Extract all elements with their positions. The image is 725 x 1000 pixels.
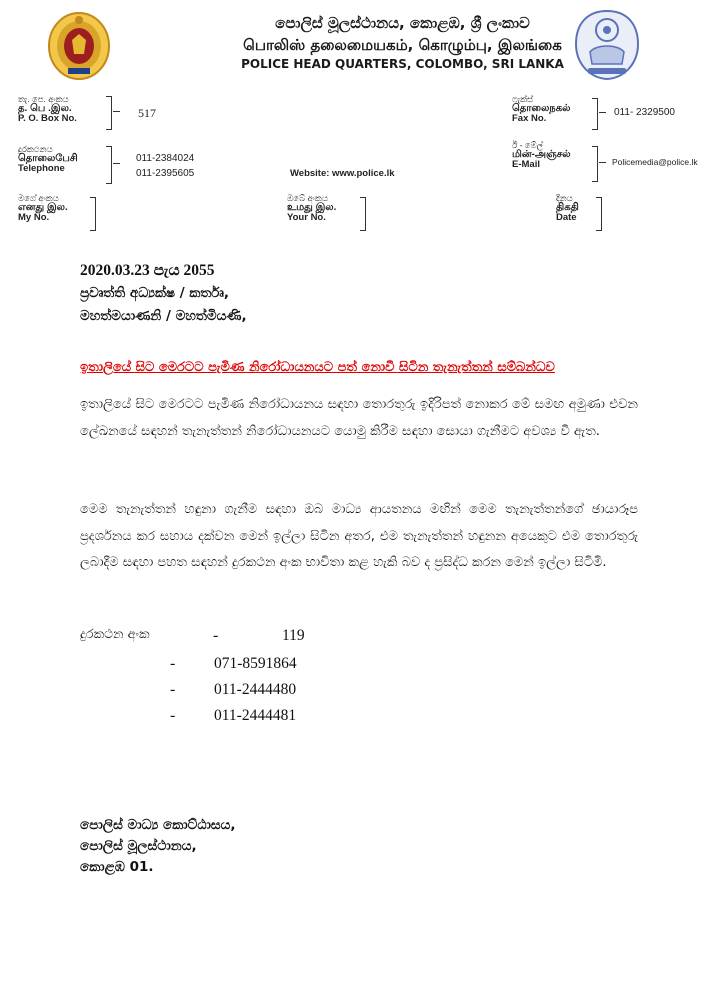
header-title-english: POLICE HEAD QUARTERS, COLOMBO, SRI LANKA [241, 57, 564, 71]
police-crest-icon [572, 8, 642, 82]
paragraph-2: මෙම තැනැත්තන් හඳුනා ගැනීම සඳහා ඔබ මාධ්‍ය ආයතනය මඟින් මෙම තැනැත්තන්ගේ ඡායාරූප ප්‍රදර්ශනය කර සහාය දක්වන මෙන් ඉල්ලා සිටින අතර, එම තැනැත්තන් හඳුනන අයෙකුට එම තොරතුරු ලබාදීම සඳහා පහත සඳහන් දුරකථන අංක භාවිතා කළ හැකි බව ද ප්‍රසිද්ධ කරන මෙන් ඉල්ලා සිටිමි. [80, 502, 638, 570]
telephone-bracket-tick [113, 163, 120, 164]
fax-bracket [592, 98, 598, 130]
your-no-bracket [360, 197, 366, 231]
email-value: Policemedia@police.lk [612, 157, 698, 167]
signature-line-2: පොලිස් මූලස්ථානය, [80, 838, 197, 854]
phone-dash: - [170, 707, 176, 724]
telephone-bracket [106, 146, 112, 184]
your-no-label: ඔබේ අංකය உமது இல. Your No. [287, 193, 337, 223]
phone-dash: - [170, 681, 176, 698]
phone-number: 119 [282, 627, 305, 644]
phone-number: 071-8591864 [214, 655, 297, 672]
telephone-value-1: 011-2384024 [136, 153, 195, 164]
my-no-bracket [90, 197, 96, 231]
phone-numbers-label: දුරකථන අංක [80, 627, 150, 642]
email-label: ඊ - මේල් மின்-அஞ்சல் E-Mail [512, 140, 571, 170]
phone-number: 011-2444480 [214, 681, 297, 698]
date-label: දිනය திகதி Date [556, 193, 579, 223]
phone-dash: - [170, 655, 176, 672]
fax-value: 011- 2329500 [614, 107, 675, 118]
addressee-line-1: ප්‍රවෘත්ති අධ්‍යක්ෂ / කර්තෘ, [80, 285, 230, 301]
paragraph-1: ඉතාලියේ සිට මෙරටට පැමිණ නිරෝධායනය සඳහා තොරතුරු ඉදිරිපත් නොකර මේ සමඟ අමුණා එවන ලේඛනයේ සඳහන් තැනැත්තන් නිරෝධායනයට යොමු කිරීම සඳහා සොයා ගැනීමට අවශ්‍ය වී ඇත. [80, 397, 638, 439]
fax-bracket-tick [599, 112, 606, 113]
signature-line-1: පොලිස් මාධ්‍ය කොට්ඨාසය, [80, 817, 236, 833]
pobox-bracket-tick [113, 111, 120, 112]
header-title-tamil: பொலிஸ் தலைமையகம், கொழும்பு, இலங்கை [243, 36, 562, 54]
email-bracket-tick [599, 162, 606, 163]
website-text: Website: www.police.lk [290, 168, 395, 179]
letter-subject: ඉතාලියේ සිට මෙරටට පැමිණ නිරෝධායනයට පත් නොවී සිටින තැනැත්තන් සම්බන්ධව [80, 360, 555, 375]
email-bracket [592, 146, 598, 182]
pobox-label: තැ. පෙ. අංකය த. பெ .இல. P. O. Box No. [18, 94, 77, 124]
phone-dash: - [213, 627, 219, 644]
phone-number: 011-2444481 [214, 707, 297, 724]
date-bracket [596, 197, 602, 231]
header-title-sinhala: පොලිස් මූලස්ථානය, කොළඹ, ශ්‍රී ලංකාව [275, 14, 530, 32]
telephone-label: දුරකථනය தொலைபேசி Telephone [18, 144, 78, 174]
pobox-value: 517 [138, 106, 156, 120]
addressee-line-2: මහත්මයාණනි / මහත්මියණි, [80, 308, 247, 324]
letter-date: 2020.03.23 පැය 2055 [80, 262, 215, 279]
signature-line-3: කොළඹ 01. [80, 859, 154, 875]
my-no-label: මගේ අංකය எனது இல. My No. [18, 193, 68, 223]
fax-label: ෆැක්ස් தொலைநகல் Fax No. [512, 94, 571, 124]
pobox-bracket [106, 96, 112, 130]
telephone-value-2: 011-2395605 [136, 168, 195, 179]
